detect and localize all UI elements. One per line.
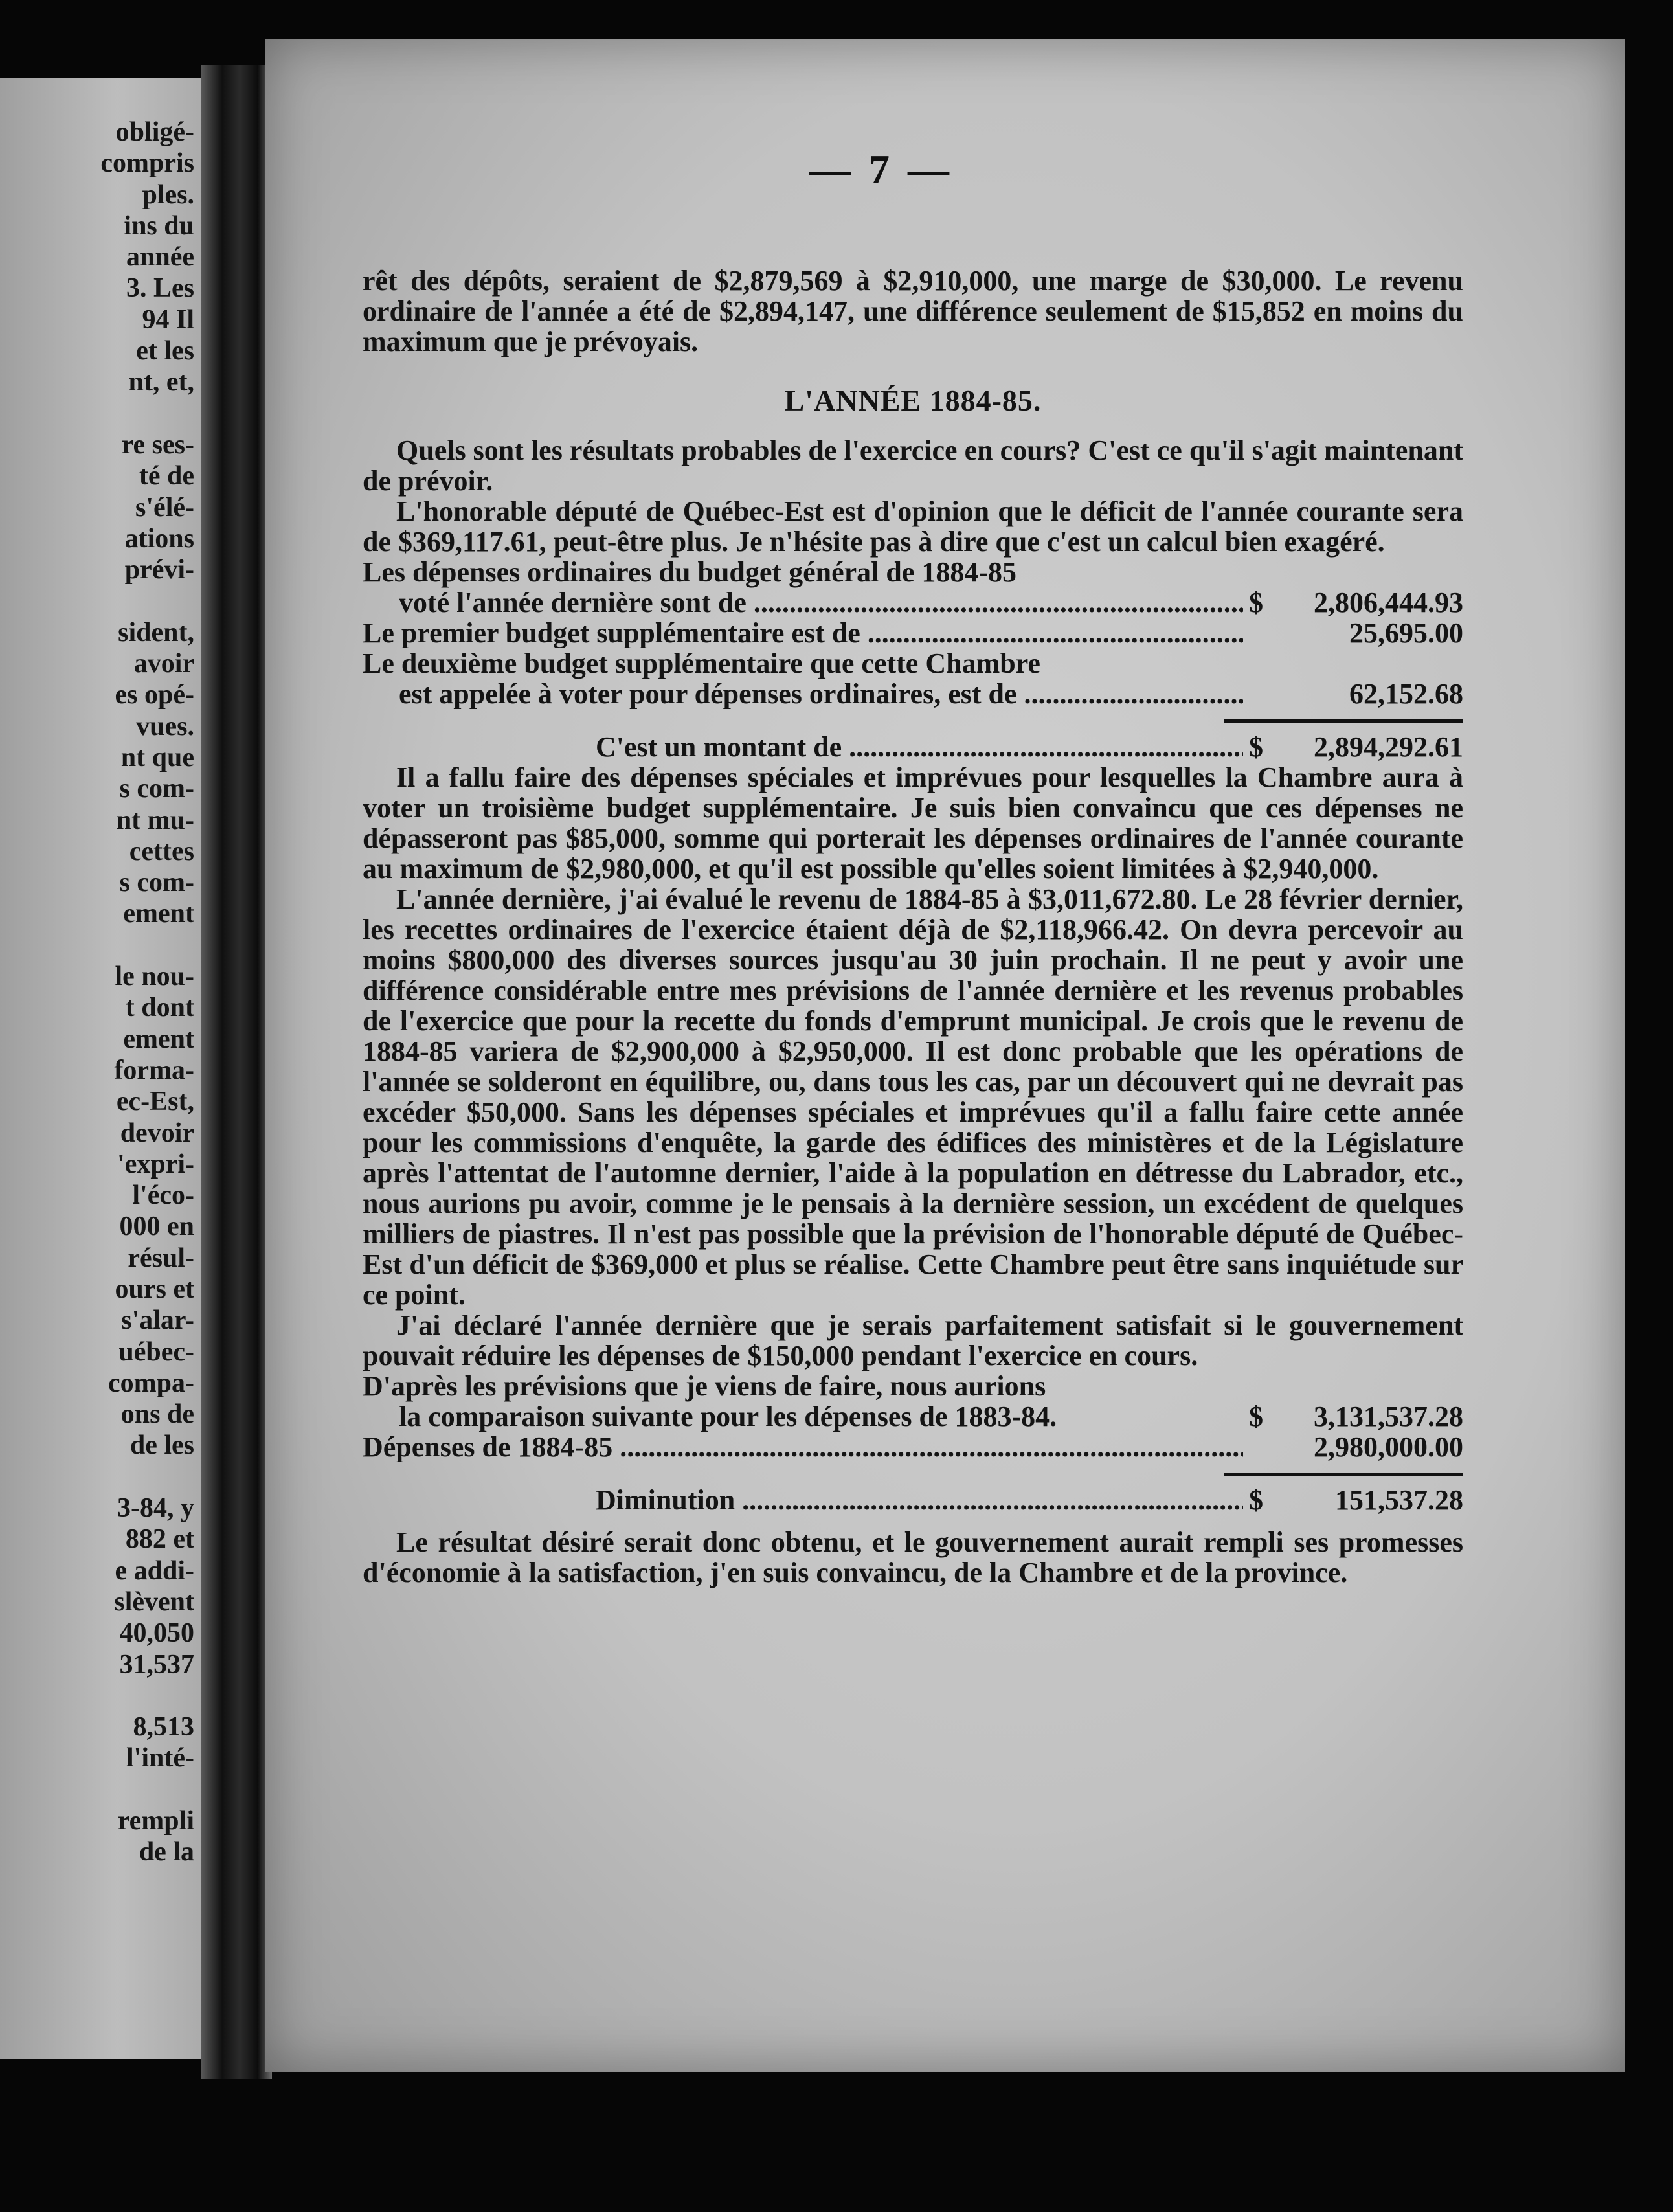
page-content — [363, 265, 1463, 1588]
budget-row-1-amount: 2,806,444.93 — [1314, 587, 1463, 618]
left-page-line: 3. Les — [126, 273, 194, 304]
left-page-line: ons de — [120, 1399, 194, 1430]
left-page-line: obligé- — [115, 117, 194, 147]
left-page-line: ec-Est, — [116, 1087, 194, 1117]
left-page-line: nt mu- — [116, 805, 194, 835]
comparison-total-amount: 151,537.28 — [1335, 1484, 1463, 1516]
budget-row-1 — [363, 587, 1463, 618]
opening-paragraph — [363, 265, 1463, 357]
comparison-total-rule — [1224, 1473, 1463, 1476]
left-page-line: s'alar- — [121, 1305, 194, 1336]
section-heading: L'ANNÉE 1884-85. — [784, 384, 1042, 417]
comparison-row-1 — [363, 1401, 1463, 1432]
left-page-line: vues. — [136, 711, 194, 741]
budget-total-row — [363, 732, 1463, 762]
left-page-line: 000 en — [119, 1212, 194, 1242]
budget-row-3-desc: est appelée à voter pour dépenses ordinaires, est de ..... — [399, 679, 1243, 709]
budget-total-amount: 2,894,292.61 — [1314, 731, 1463, 763]
paragraph-1 — [363, 435, 1463, 496]
left-page-line: année — [126, 242, 194, 273]
left-page-line: s com- — [119, 868, 194, 898]
budget-total-desc: C'est un montant de ..... — [596, 732, 1243, 762]
left-page-line: slèvent — [114, 1586, 194, 1617]
left-page-line: ement — [123, 899, 194, 929]
left-page-line: de les — [129, 1430, 194, 1461]
left-page-line: le nou- — [115, 962, 194, 992]
comparison-total-row — [363, 1485, 1463, 1515]
left-page-line: 40,050 — [119, 1618, 194, 1649]
left-page-line: 'expri- — [117, 1149, 194, 1179]
paragraph-2-text: L'honorable député de Québec-Est est d'opinion que le déficit de l'année courante sera de $369,117.61, peut-être plus. Je n'hésite pas à dire que c'est un calcul bien exagéré. — [363, 495, 1463, 558]
left-page-line — [0, 1680, 194, 1711]
left-page-line: nt que — [120, 742, 194, 773]
left-page-line: rempli — [117, 1806, 194, 1836]
budget-row-2-desc: Le premier budget supplémentaire est de ..... — [363, 618, 1243, 648]
left-page-line: té de — [139, 461, 194, 491]
paragraph-3 — [363, 762, 1463, 884]
left-page-line: nt, et, — [128, 367, 194, 398]
left-page-line — [0, 1774, 194, 1805]
comparison-intro-line-1: D'après les prévisions que je viens de faire, nous aurions — [363, 1370, 1046, 1402]
left-page-line: es opé- — [115, 680, 194, 710]
budget-total-currency: $ — [1249, 731, 1263, 763]
book-gutter — [201, 65, 272, 2079]
left-page-line: ples. — [142, 179, 194, 210]
left-page-line: avoir — [133, 649, 194, 679]
budget-row-3 — [363, 679, 1463, 709]
comparison-row-1-desc: la comparaison suivante pour les dépenses de 1883-84. — [399, 1401, 1057, 1432]
left-page-line: ins du — [124, 210, 194, 241]
left-page-line — [0, 930, 194, 961]
left-page-line: 8,513 — [133, 1712, 194, 1743]
left-page-line: et les — [136, 336, 194, 367]
left-page-line — [0, 1462, 194, 1493]
left-page-line: 3-84, y — [117, 1493, 194, 1524]
budget-table — [363, 557, 1463, 762]
paragraph-6 — [363, 1527, 1463, 1588]
left-page-line: l'éco- — [132, 1180, 194, 1211]
left-page-line: t dont — [125, 993, 194, 1023]
left-page-line: compris — [100, 148, 194, 179]
paragraph-3-text: Il a fallu faire des dépenses spéciales et imprévues pour lesquelles la Chambre aura à voter un troisième budget supplémentaire. Je suis bien convaincu que ces dépenses ne dépasseront pas $85,000, somme qui porterait les dépenses ordinaires de l'année courante au maximum de $2,980,000, et qu'il est possible qu'elles soient limitées à $2,940,000. — [363, 762, 1463, 885]
left-page-line: ours et — [115, 1274, 194, 1304]
budget-row-1-desc: voté l'année dernière sont de ..... — [399, 587, 1243, 618]
budget-row-3-line-1: Le deuxième budget supplémentaire que cette Chambre — [363, 648, 1040, 679]
comparison-row-1-amount: 3,131,537.28 — [1314, 1401, 1463, 1432]
comparison-row-2 — [363, 1432, 1463, 1462]
paragraph-4-text: L'année dernière, j'ai évalué le revenu de 1884-85 à $3,011,672.80. Le 28 février dernier, les recettes ordinaires de l'exercice étaient déjà de $2,118,966.42. On devra percevoir au moins $800,000 des diverses sources jusqu'au 30 juin prochain. Il ne peut y avoir une différence considérable entre mes prévisions de l'année dernière et les revenus probables de l'exercice que pour la recette du fonds d'emprunt municipal. Je crois que le revenu de 1884-85 variera de $2,900,000 à $2,950,000. Il est donc probable que les opérations de l'année se solderont en équilibre, ou, dans tous les cas, par un découvert qui ne devrait pas excéder $50,000. Sans les dépenses spéciales et imprévues qu'il a fallu faire cette année pour les commissions d'enquête, la garde des édifices des ministères et de la Législature après l'attentat de l'automne dernier, l'aide à la population en détresse du Labrador, etc., nous aurions pu avoir, comme je le pensais à la dernière session, un excédent de quelques milliers de piastres. Il n'est pas possible que la prévision de l'honorable député de Québec-Est d'un déficit de $369,000 et plus se réalise. Cette Chambre peut être sans inquiétude sur ce point. — [363, 883, 1463, 1311]
left-page-line: 94 Il — [142, 304, 194, 335]
comparison-row-1-currency: $ — [1249, 1401, 1263, 1432]
left-page-edge — [0, 78, 214, 2059]
left-page-line: 882 et — [125, 1524, 194, 1555]
paragraph-2 — [363, 496, 1463, 557]
left-page-line — [0, 398, 194, 429]
budget-row-2 — [363, 618, 1463, 648]
budget-row-1-line-1: Les dépenses ordinaires du budget général de 1884-85 — [363, 556, 1017, 588]
left-page-line: devoir — [120, 1118, 194, 1148]
left-page-line: uébec- — [118, 1337, 194, 1367]
paragraph-1-text: Quels sont les résultats probables de l'exercice en cours? C'est ce qu'il s'agit maintenant de prévoir. — [363, 435, 1463, 497]
page-number: — 7 — — [809, 146, 953, 192]
left-page-line: 31,537 — [119, 1649, 194, 1680]
left-page-line: résul- — [128, 1243, 194, 1273]
left-page-line: de la — [139, 1837, 194, 1868]
comparison-total-desc: Diminution ..... — [596, 1485, 1243, 1515]
paragraph-5-text: J'ai déclaré l'année dernière que je serais parfaitement satisfait si le gouvernement pouvait réduire les dépenses de $150,000 pendant l'exercice en cours. — [363, 1309, 1463, 1371]
left-page-line: ement — [123, 1024, 194, 1054]
comparison-row-2-desc: Dépenses de 1884-85 ..... — [363, 1432, 1243, 1462]
budget-total-rule — [1224, 719, 1463, 723]
paragraph-6-text: Le résultat désiré serait donc obtenu, et le gouvernement aurait rempli ses promesses d'économie à la satisfaction, j'en suis convaincu, de la Chambre et de la province. — [363, 1526, 1463, 1588]
left-page-line: l'inté- — [126, 1743, 194, 1774]
budget-row-3-amount: 62,152.68 — [1349, 678, 1463, 710]
left-page-line: e addi- — [115, 1555, 194, 1586]
opening-text: rêt des dépôts, seraient de $2,879,569 à $2,910,000, une marge de $30,000. Le revenu ordinaire de l'année a été de $2,894,147, une différence seulement de $15,852 en moins du maximum que je prévoyais. — [363, 265, 1463, 357]
comparison-total-currency: $ — [1249, 1484, 1263, 1516]
comparison-table — [363, 1371, 1463, 1515]
left-page-line: compa- — [108, 1368, 194, 1398]
left-page-text-column — [0, 117, 194, 1868]
left-page-line: cettes — [129, 836, 194, 866]
budget-row-1-currency: $ — [1249, 587, 1263, 618]
paragraph-5 — [363, 1310, 1463, 1371]
paragraph-4 — [363, 884, 1463, 1310]
left-page-line: ations — [124, 523, 194, 554]
left-page-line: sident, — [118, 617, 194, 648]
left-page-line: prévi- — [124, 555, 194, 585]
left-page-line: re ses- — [121, 429, 194, 460]
left-page-line — [0, 585, 194, 616]
left-page-line: s'élé- — [135, 492, 194, 523]
left-page-line: forma- — [114, 1055, 194, 1085]
budget-row-2-amount: 25,695.00 — [1349, 617, 1463, 649]
comparison-row-2-amount: 2,980,000.00 — [1314, 1431, 1463, 1463]
left-page-line: s com- — [119, 774, 194, 804]
